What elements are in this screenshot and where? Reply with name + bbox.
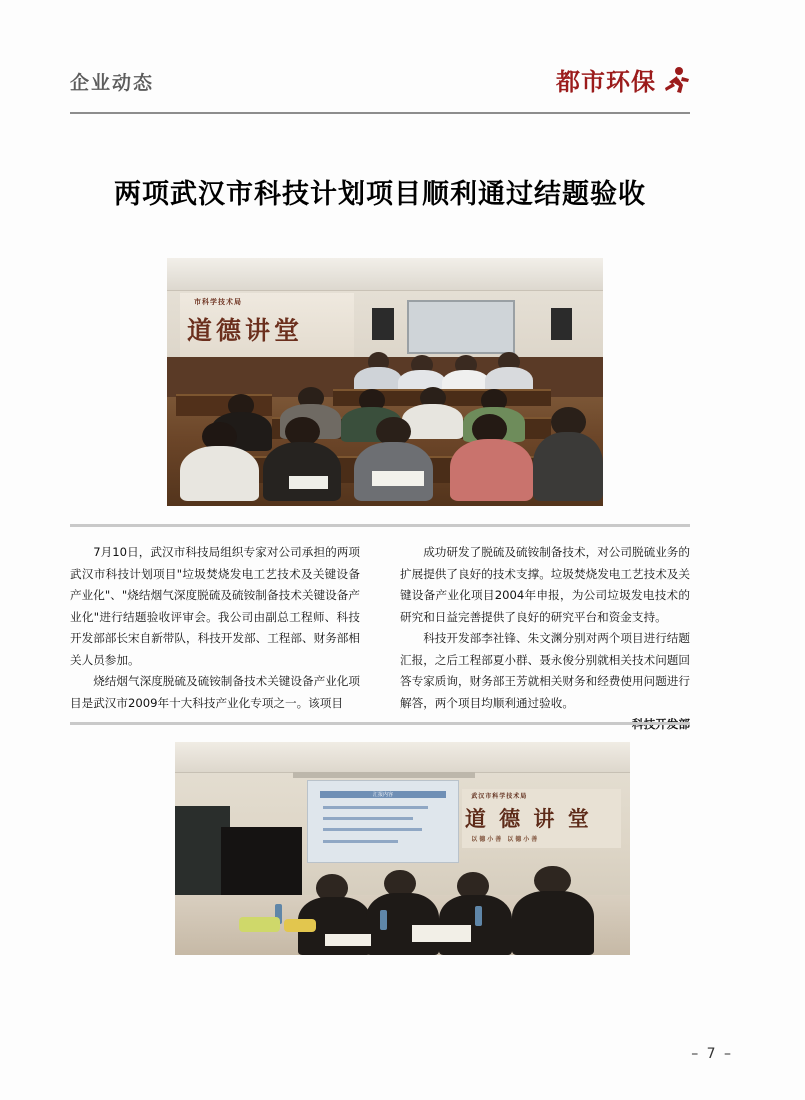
page-number: – 7 – <box>691 1046 733 1062</box>
projector-screen <box>307 780 459 863</box>
text-column-left <box>70 542 360 714</box>
article-body <box>70 542 690 712</box>
photo-banner-bottom: 武汉市科学技术局 道 德 讲 堂 以德小善 以德小善 <box>462 789 621 849</box>
presentation-photo-bottom <box>175 742 630 955</box>
page-title: 两项武汉市科技计划项目顺利通过结题验收 <box>114 179 646 210</box>
page-header <box>70 62 690 112</box>
text-column-right <box>400 542 690 736</box>
section-label: 企业动态 <box>70 72 155 94</box>
paragraph: 7月10日，武汉市科技局组织专家对公司承担的两项武汉市科技计划项目"垃圾焚烧发电工艺技术及关键设备产业化"、"烧结烟气深度脱硫及硫铵制备技术关键设备产业化"进行结题验收评审会。我公司由副总工程师、科技开发部部长宋自新带队，科技开发部、工程部、财务部相关人员参加。 <box>70 545 360 667</box>
header-divider <box>70 112 690 114</box>
logo-text: 都市环保 <box>556 68 656 96</box>
company-logo <box>556 62 690 97</box>
body-divider-bottom <box>70 722 690 725</box>
paragraph: 成功研发了脱硫及硫铵制备技术，对公司脱硫业务的扩展提供了良好的技术支撑。垃圾焚烧发电工艺技术及关键设备产业化项目2004年申报，为公司垃圾发电技术的研究和日益完善提供了良好的研究平台和资金支持。 <box>400 545 690 624</box>
body-divider-top <box>70 524 690 527</box>
runner-icon <box>660 65 690 97</box>
photo-banner-top: 市科学技术局 道德讲堂 <box>180 293 354 362</box>
paragraph: 科技开发部李社锋、朱文渊分别对两个项目进行结题汇报，之后工程部夏小群、聂永俊分别就相关技术问题回答专家质询，财务部王芳就相关财务和经费使用问题进行解答，两个项目均顺利通过验收。 <box>400 631 690 710</box>
paragraph: 烧结烟气深度脱硫及硫铵制备技术关键设备产业化项目是武汉市2009年十大科技产业化专项之一。该项目 <box>70 674 360 710</box>
meeting-room-photo-top <box>167 258 603 506</box>
projector-title: 汇报内容 <box>320 791 446 797</box>
